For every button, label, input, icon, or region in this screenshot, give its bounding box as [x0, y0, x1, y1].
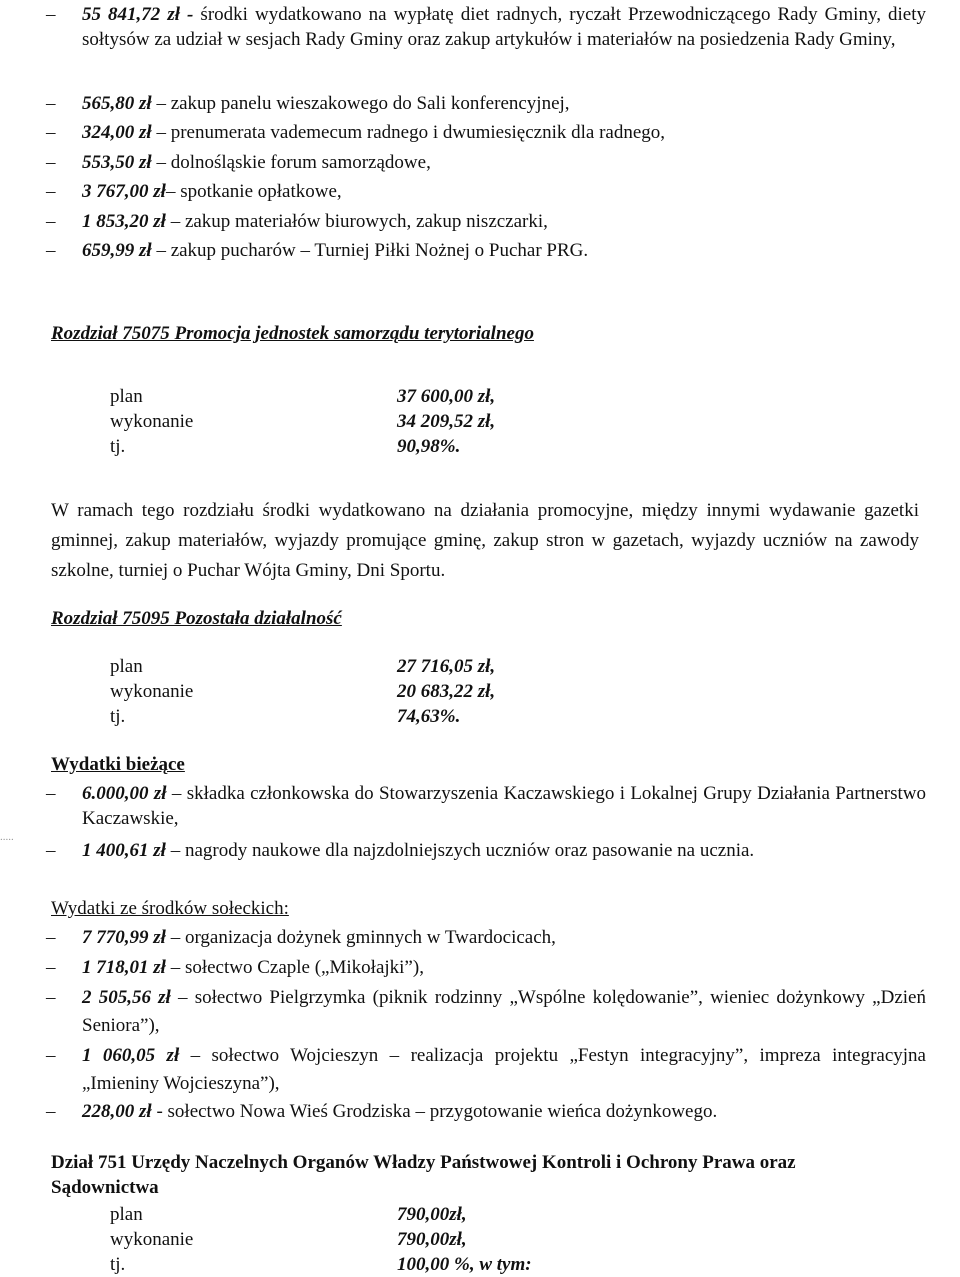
item-text: – spotkanie opłatkowe,: [165, 181, 342, 202]
stat-row: [110, 434, 610, 459]
list-item: [46, 925, 926, 950]
list-item: [46, 238, 926, 263]
department-heading: Dział 751 Urzędy Naczelnych Organów Władzy Państwowej Kontroli i Ochrony Prawa oraz Sądownictwa: [51, 1152, 796, 1198]
dash-bullet: –: [46, 152, 56, 173]
amount: 7 770,99 zł: [82, 927, 166, 948]
stats-block: [110, 1202, 610, 1277]
stat-label: tj.: [110, 1254, 126, 1275]
subsection-heading: Wydatki ze środków sołeckich:: [51, 898, 289, 919]
stat-value: 790,00zł,: [397, 1204, 467, 1225]
item-text: – sołectwo Pielgrzymka (piknik rodzinny „Wspólne kolędowanie”, wieniec dożynkowy „Dzień Seniora”),: [82, 987, 926, 1036]
list-item: [46, 781, 926, 831]
stat-label: wykonanie: [110, 1229, 194, 1250]
amount: 565,80 zł: [82, 93, 152, 114]
item-text: – zakup pucharów – Turniej Piłki Nożnej o Puchar PRG.: [151, 240, 589, 261]
list-item: [46, 955, 926, 980]
stat-row: [110, 1227, 610, 1252]
amount: 1 060,05 zł: [82, 1045, 180, 1066]
amount: 324,00 zł: [82, 122, 152, 143]
dash-bullet: –: [46, 927, 56, 948]
amount: 228,00 zł: [82, 1101, 152, 1122]
dash-bullet: –: [46, 840, 56, 861]
list-item: [46, 2, 926, 52]
item-text: – składka członkowska do Stowarzyszenia Kaczawskiego i Lokalnej Grupy Działania Partnerstwo Kaczawskie,: [82, 783, 926, 829]
amount: 55 841,72 zł -: [82, 4, 194, 25]
dash-bullet: –: [46, 1101, 56, 1122]
dash-bullet: –: [46, 4, 56, 25]
stat-row: [110, 654, 610, 679]
stat-row: [110, 704, 610, 729]
item-text: – sołectwo Czaple („Mikołajki”),: [165, 957, 424, 978]
dash-bullet: –: [46, 987, 56, 1008]
list-item: [46, 179, 926, 204]
stat-row: [110, 679, 610, 704]
stat-value: 90,98%.: [397, 436, 461, 457]
item-text: – nagrody naukowe dla najzdolniejszych uczniów oraz pasowanie na ucznia.: [165, 840, 755, 861]
amount: 1 400,61 zł: [82, 840, 166, 861]
dash-bullet: –: [46, 93, 56, 114]
section-heading: Rozdział 75075 Promocja jednostek samorządu terytorialnego: [51, 323, 534, 344]
dash-bullet: –: [46, 122, 56, 143]
amount: 1 853,20 zł: [82, 211, 166, 232]
stats-block: [110, 384, 610, 459]
item-text: – zakup materiałów biurowych, zakup niszczarki,: [165, 211, 548, 232]
item-text: – sołectwo Wojcieszyn – realizacja projektu „Festyn integracyjny”, impreza integracyjna „Imieniny Wojcieszyna”),: [82, 1045, 926, 1094]
stat-row: [110, 384, 610, 409]
stat-label: wykonanie: [110, 411, 194, 432]
dash-bullet: –: [46, 181, 56, 202]
item-text: środki wydatkowano na wypłatę diet radnych, ryczałt Przewodniczącego Rady Gminy, diety sołtysów za udział w sesjach Rady Gminy oraz zakup artykułów i materiałów na posiedzenia Rady Gminy,: [82, 4, 926, 50]
list-item: [46, 91, 926, 116]
dash-bullet: –: [46, 211, 56, 232]
stat-label: plan: [110, 656, 143, 677]
item-text: - sołectwo Nowa Wieś Grodziska – przygotowanie wieńca dożynkowego.: [151, 1101, 718, 1122]
stat-label: plan: [110, 1204, 143, 1225]
margin-mark: .....: [0, 831, 14, 843]
list-item: [46, 1099, 926, 1124]
dash-bullet: –: [46, 240, 56, 261]
dash-bullet: –: [46, 957, 56, 978]
stat-value: 74,63%.: [397, 706, 461, 727]
item-text: – dolnośląskie forum samorządowe,: [151, 152, 431, 173]
stat-value: 34 209,52 zł,: [397, 411, 496, 432]
list-item: [46, 150, 926, 175]
amount: 3 767,00 zł: [82, 181, 166, 202]
stat-value: 20 683,22 zł,: [397, 681, 496, 702]
amount: 1 718,01 zł: [82, 957, 166, 978]
stat-label: plan: [110, 386, 143, 407]
list-item: [46, 984, 926, 1040]
stat-value: 790,00zł,: [397, 1229, 467, 1250]
stat-label: tj.: [110, 706, 126, 727]
amount: 2 505,56 zł: [82, 987, 171, 1008]
list-item: [46, 120, 926, 145]
stat-row: [110, 1252, 610, 1277]
stat-value: 37 600,00 zł,: [397, 386, 496, 407]
dash-bullet: –: [46, 783, 56, 804]
list-item: [46, 209, 926, 234]
stat-row: [110, 1202, 610, 1227]
stat-row: [110, 409, 610, 434]
list-item: [46, 838, 926, 863]
stat-value: 100,00 %, w tym:: [397, 1254, 532, 1275]
stat-label: wykonanie: [110, 681, 194, 702]
item-text: – prenumerata vademecum radnego i dwumiesięcznik dla radnego,: [151, 122, 666, 143]
item-text: – organizacja dożynek gminnych w Twardocicach,: [165, 927, 556, 948]
paragraph: W ramach tego rozdziału środki wydatkowano na działania promocyjne, między innymi wydawanie gazetki gminnej, zakup materiałów, wyjazdy promujące gminę, zakup stron w gazetach, wyjazdy uczniów na zawody szkolne, turniej o Puchar Wójta Gminy, Dni Sportu.: [51, 500, 919, 581]
amount: 659,99 zł: [82, 240, 152, 261]
amount: 6.000,00 zł: [82, 783, 167, 804]
item-text: – zakup panelu wieszakowego do Sali konferencyjnej,: [151, 93, 570, 114]
dash-bullet: –: [46, 1045, 56, 1066]
list-item: [46, 1042, 926, 1098]
stat-value: 27 716,05 zł,: [397, 656, 496, 677]
section-heading: Rozdział 75095 Pozostała działalność: [51, 608, 342, 629]
stat-label: tj.: [110, 436, 126, 457]
stats-block: [110, 654, 610, 729]
subsection-heading: Wydatki bieżące: [51, 754, 185, 775]
amount: 553,50 zł: [82, 152, 152, 173]
